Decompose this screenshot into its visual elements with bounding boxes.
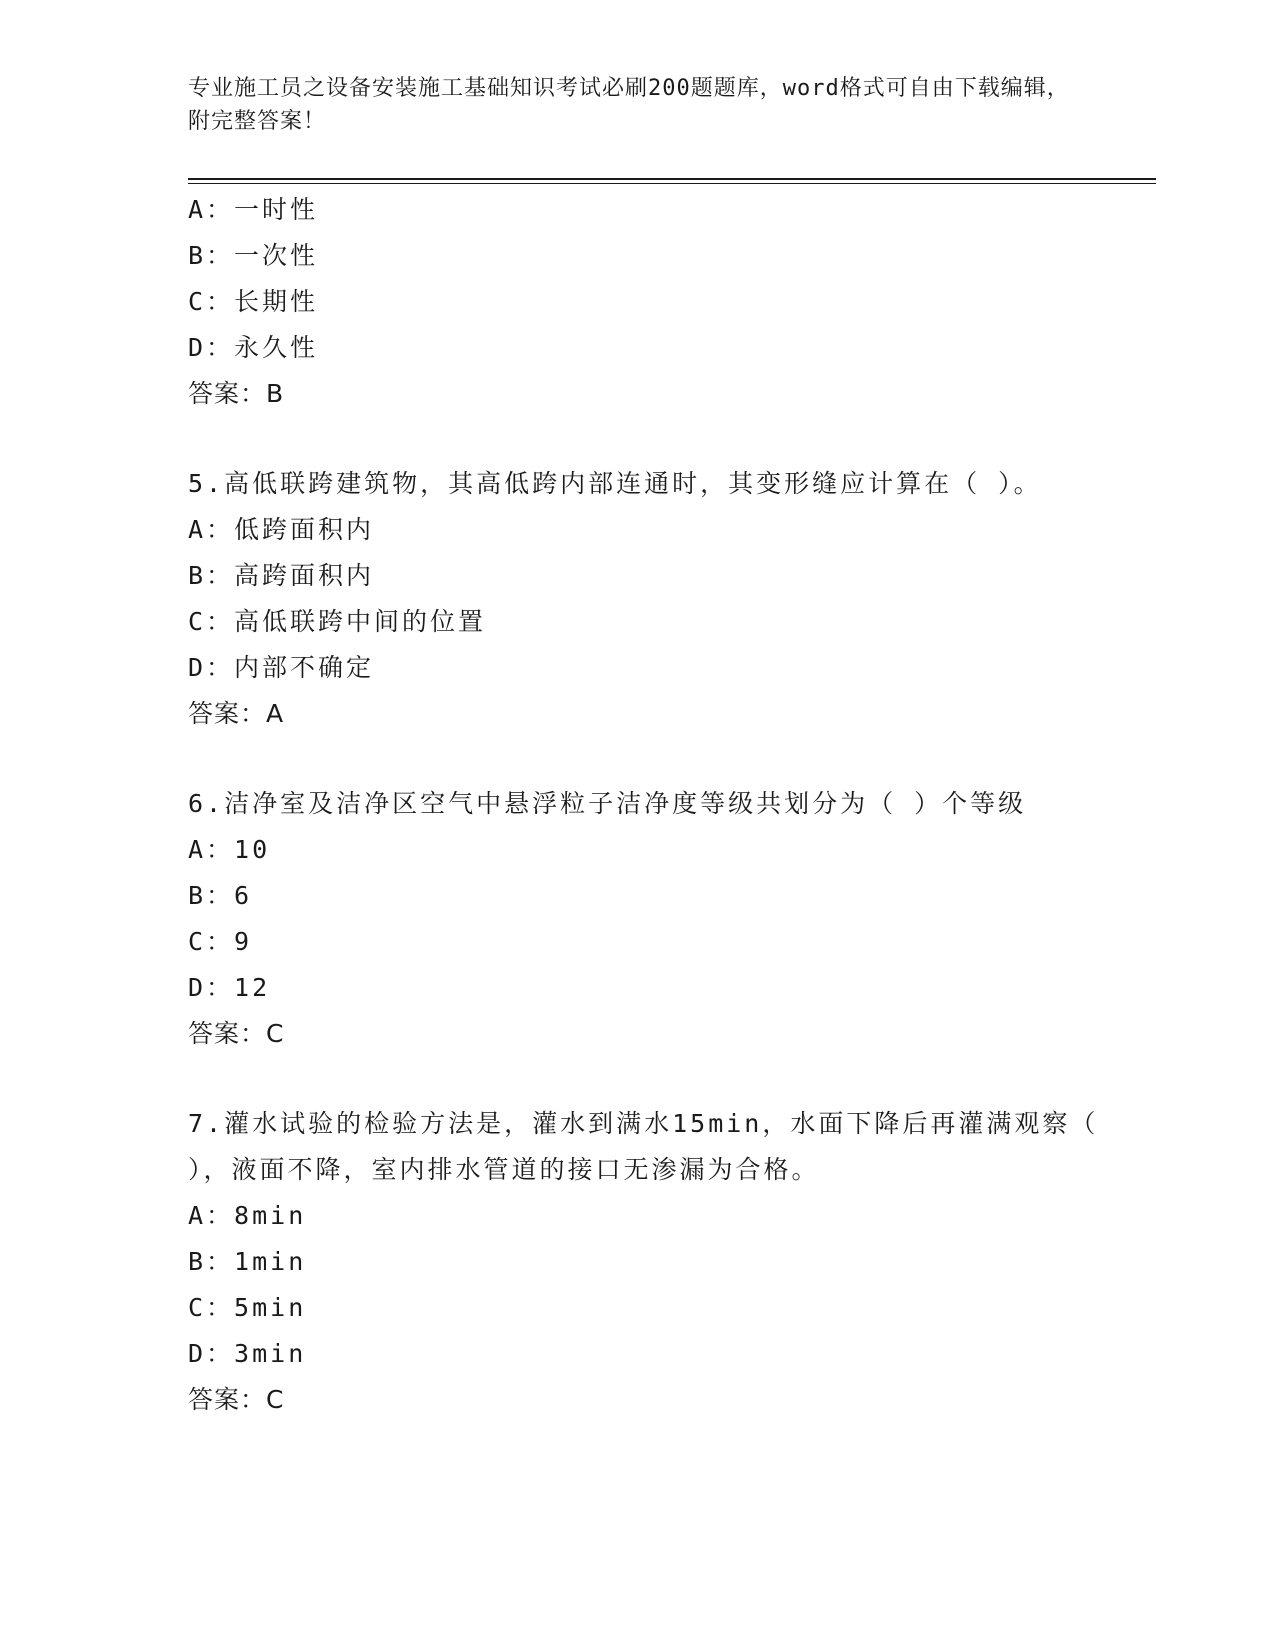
option-b: B：高跨面积内: [188, 561, 375, 590]
question-stem: 7.灌水试验的检验方法是，灌水到满水15min，水面下降后再灌满观察（ ），液面不降，室内排水管道的接口无渗漏为合格。: [188, 1109, 1099, 1184]
option-a: A：低跨面积内: [188, 515, 375, 544]
option-c: C：5min: [188, 1293, 307, 1322]
option-b: B：1min: [188, 1247, 307, 1276]
option-d: D：3min: [188, 1339, 307, 1368]
spacer: [188, 737, 1148, 781]
question-4: [188, 187, 1148, 417]
option-b: B：一次性: [188, 241, 319, 270]
option-d: D：12: [188, 973, 271, 1002]
header-divider-thick: [188, 178, 1156, 180]
question-7: [188, 1101, 1148, 1423]
option-a: A：10: [188, 835, 271, 864]
option-d: D：内部不确定: [188, 653, 375, 682]
spacer: [188, 417, 1148, 461]
header-divider-thin: [188, 183, 1156, 184]
option-c: C：长期性: [188, 287, 319, 316]
option-b: B：6: [188, 881, 253, 910]
option-a: A：8min: [188, 1201, 307, 1230]
question-stem: 5.高低联跨建筑物，其高低跨内部连通时，其变形缝应计算在（ ）。: [188, 469, 1042, 498]
answer-label: 答案：A: [188, 699, 285, 728]
document-title: 专业施工员之设备安装施工基础知识考试必刷200题题库，word格式可自由下载编辑，附完整答案！: [188, 76, 1070, 134]
answer-label: 答案：C: [188, 1019, 285, 1048]
question-6: [188, 781, 1148, 1057]
question-stem: 6.洁净室及洁净区空气中悬浮粒子洁净度等级共划分为（ ）个等级: [188, 789, 1027, 818]
spacer: [188, 1057, 1148, 1101]
option-c: C：高低联跨中间的位置: [188, 607, 487, 636]
answer-label: 答案：B: [188, 379, 285, 408]
option-d: D：永久性: [188, 333, 319, 362]
answer-label: 答案：C: [188, 1385, 285, 1414]
question-5: [188, 461, 1148, 737]
option-c: C：9: [188, 927, 253, 956]
option-a: A：一时性: [188, 195, 319, 224]
question-list: [188, 187, 1148, 1423]
